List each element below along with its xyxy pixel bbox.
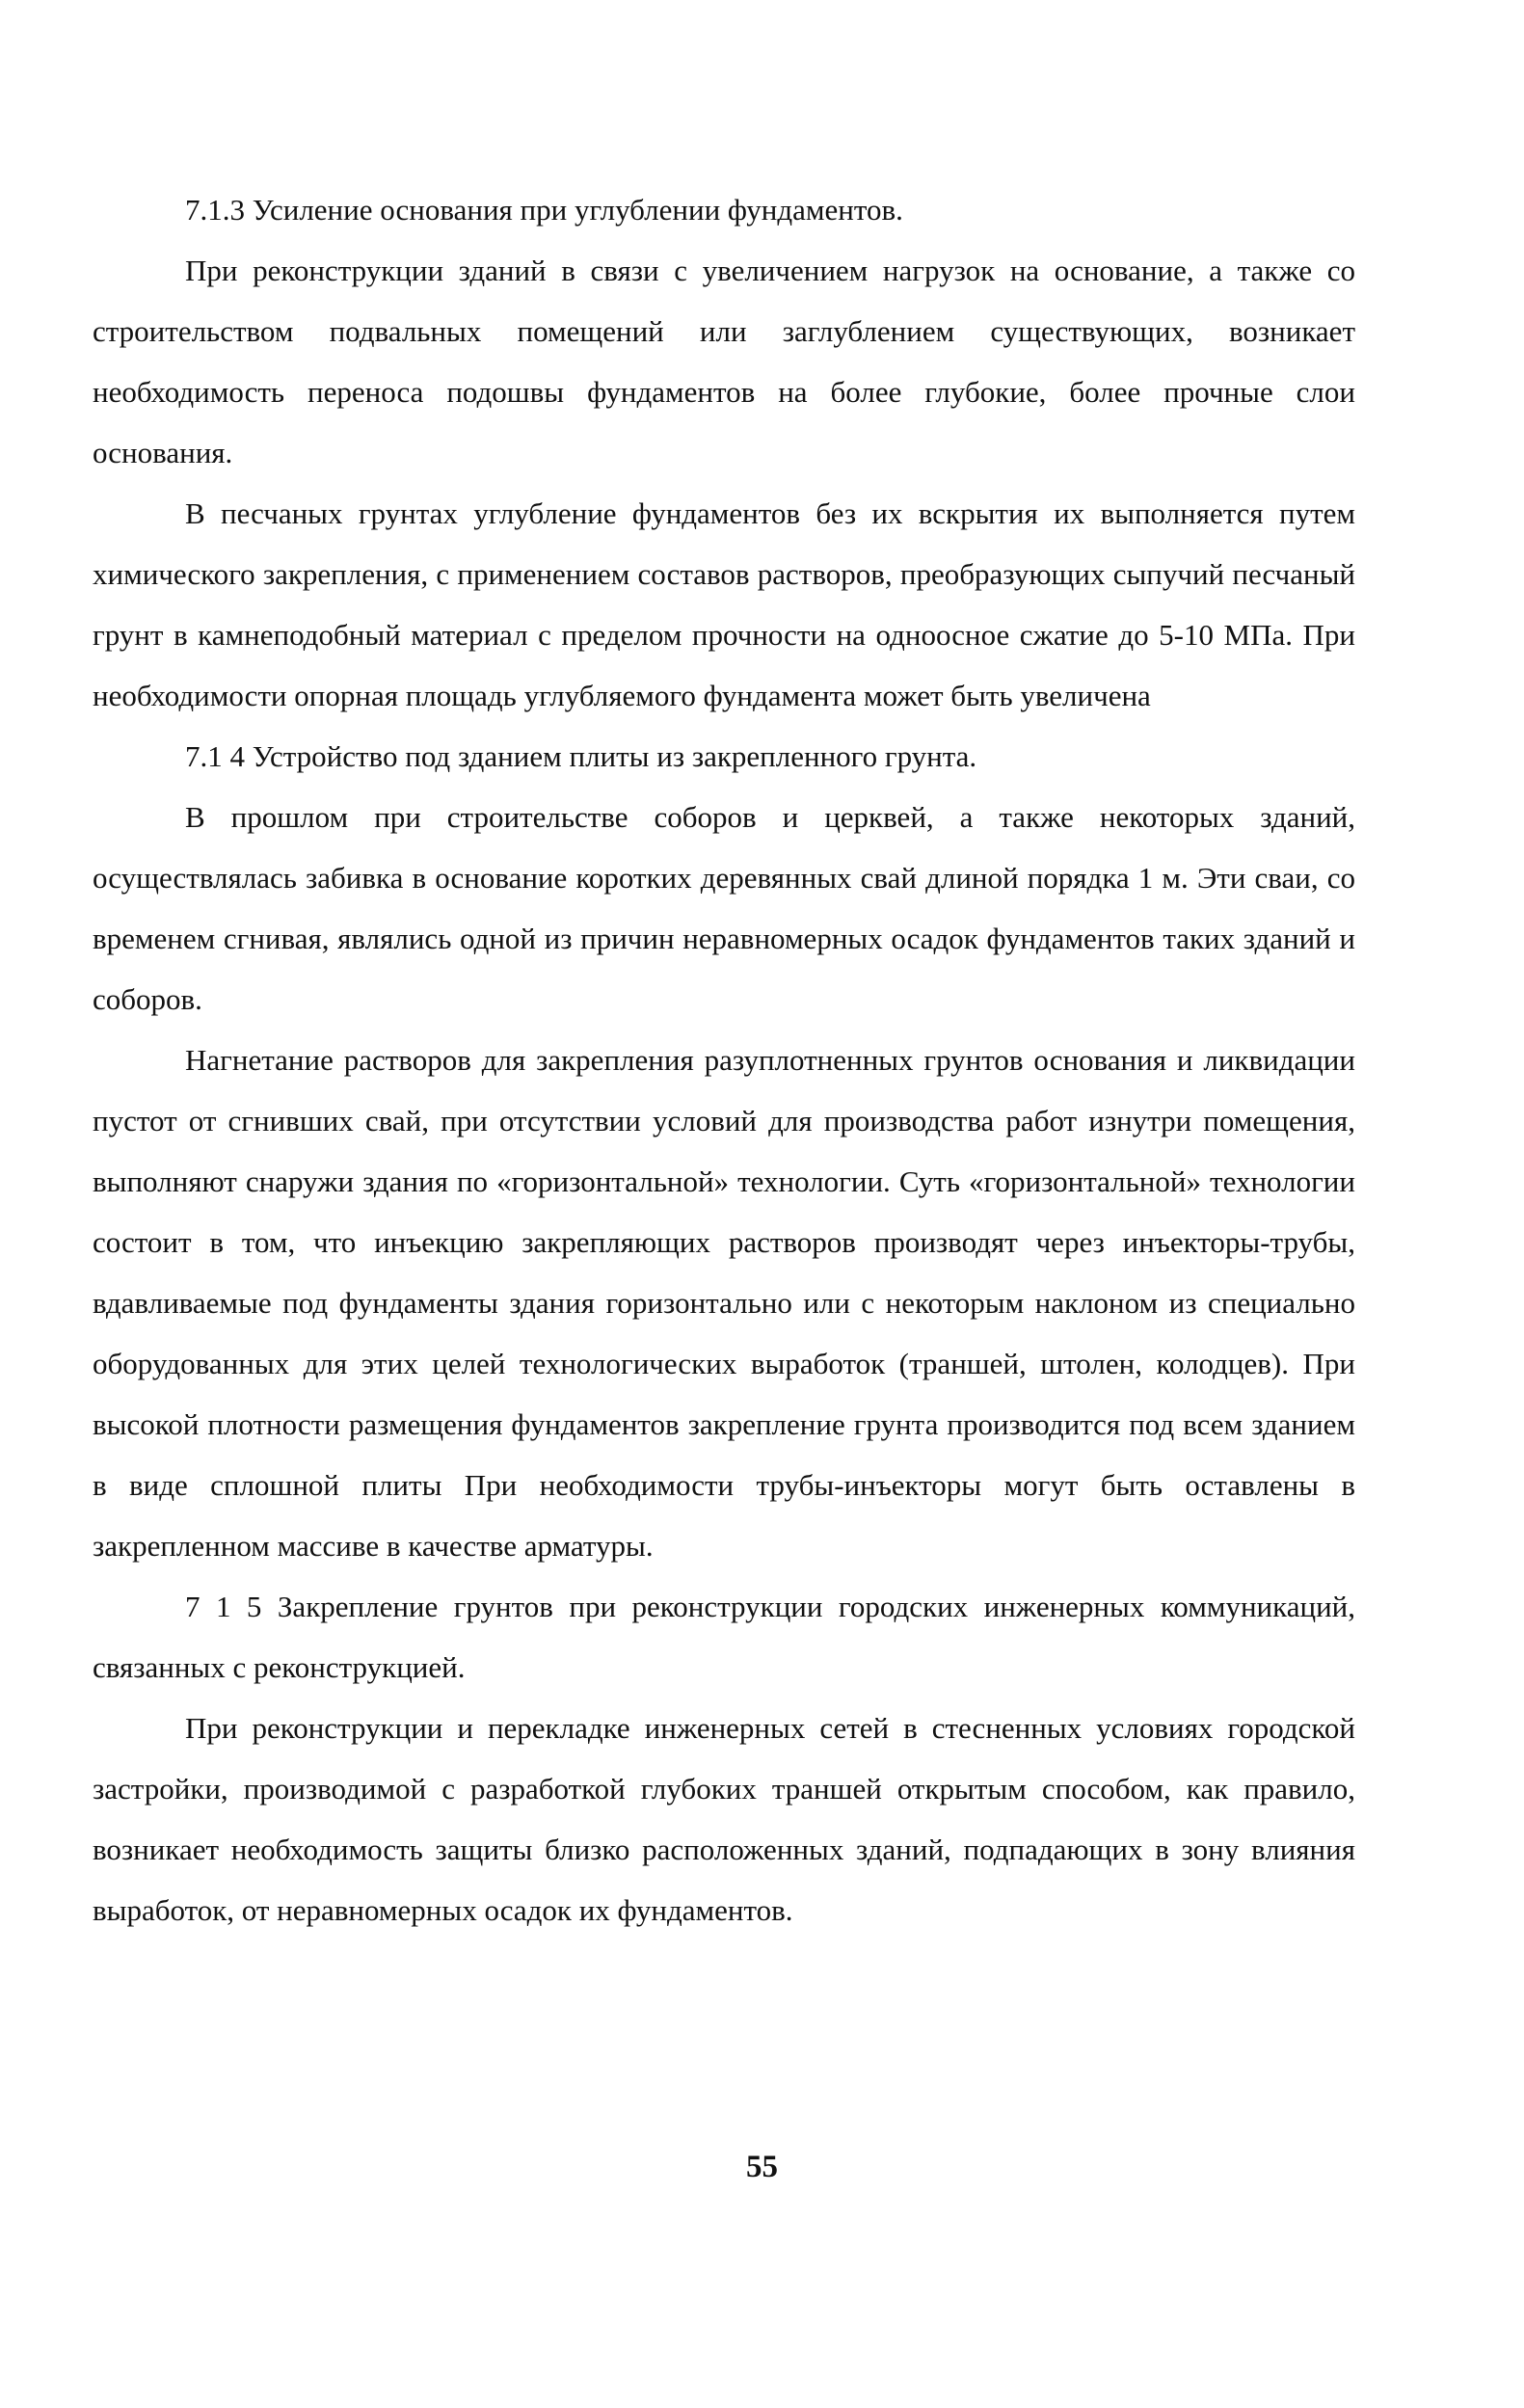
paragraph: При реконструкции зданий в связи с увеличением нагрузок на основание, а также со строительством подвальных помещений или заглублением существующих, возникает необходимость переноса подошвы фундаментов на более глубокие, более прочные слои основания. xyxy=(93,254,1355,469)
page-number: 55 xyxy=(746,2150,778,2184)
text-body xyxy=(93,179,1355,1940)
section-heading-7-1-4: 7.1 4 Устройство под зданием плиты из закрепленного грунта. xyxy=(185,739,977,773)
paragraph: В песчаных грунтах углубление фундаментов без их вскрытия их выполняется путем химического закрепления, с применением составов растворов, преобразующих сыпучий песчаный грунт в камнеподобный материал с пределом прочности на одноосное сжатие до 5-10 МПа. При необходимости опорная площадь углубляемого фундамента может быть увеличена xyxy=(93,496,1355,712)
section-heading-7-1-3: 7.1.3 Усиление основания при углублении фундаментов. xyxy=(185,193,903,227)
section-heading-7-1-5: 7 1 5 Закрепление грунтов при реконструкции городских инженерных коммуникаций, связанных с реконструкцией. xyxy=(93,1590,1355,1684)
paragraph: Нагнетание растворов для закрепления разуплотненных грунтов основания и ликвидации пустот от сгнивших свай, при отсутствии условий для производства работ изнутри помещения, выполняют снаружи здания по «горизонтальной» технологии. Суть «горизонтальной» технологии состоит в том, что инъекцию закрепляющих растворов производят через инъекторы-трубы, вдавливаемые под фундаменты здания горизонтально или с некоторым наклоном из специально оборудованных для этих целей технологических выработок (траншей, штолен, колодцев). При высокой плотности размещения фундаментов закрепление грунта производится под всем зданием в виде сплошной плиты При необходимости трубы-инъекторы могут быть оставлены в закрепленном массиве в качестве арматуры. xyxy=(93,1043,1355,1563)
paragraph: При реконструкции и перекладке инженерных сетей в стесненных условиях городской застройки, производимой с разработкой глубоких траншей открытым способом, как правило, возникает необходимость защиты близко расположенных зданий, подпадающих в зону влияния выработок, от неравномерных осадок их фундаментов. xyxy=(93,1711,1355,1927)
paragraph: В прошлом при строительстве соборов и церквей, а также некоторых зданий, осуществлялась забивка в основание коротких деревянных свай длиной порядка 1 м. Эти сваи, со временем сгнивая, являлись одной из причин неравномерных осадок фундаментов таких зданий и соборов. xyxy=(93,800,1355,1016)
